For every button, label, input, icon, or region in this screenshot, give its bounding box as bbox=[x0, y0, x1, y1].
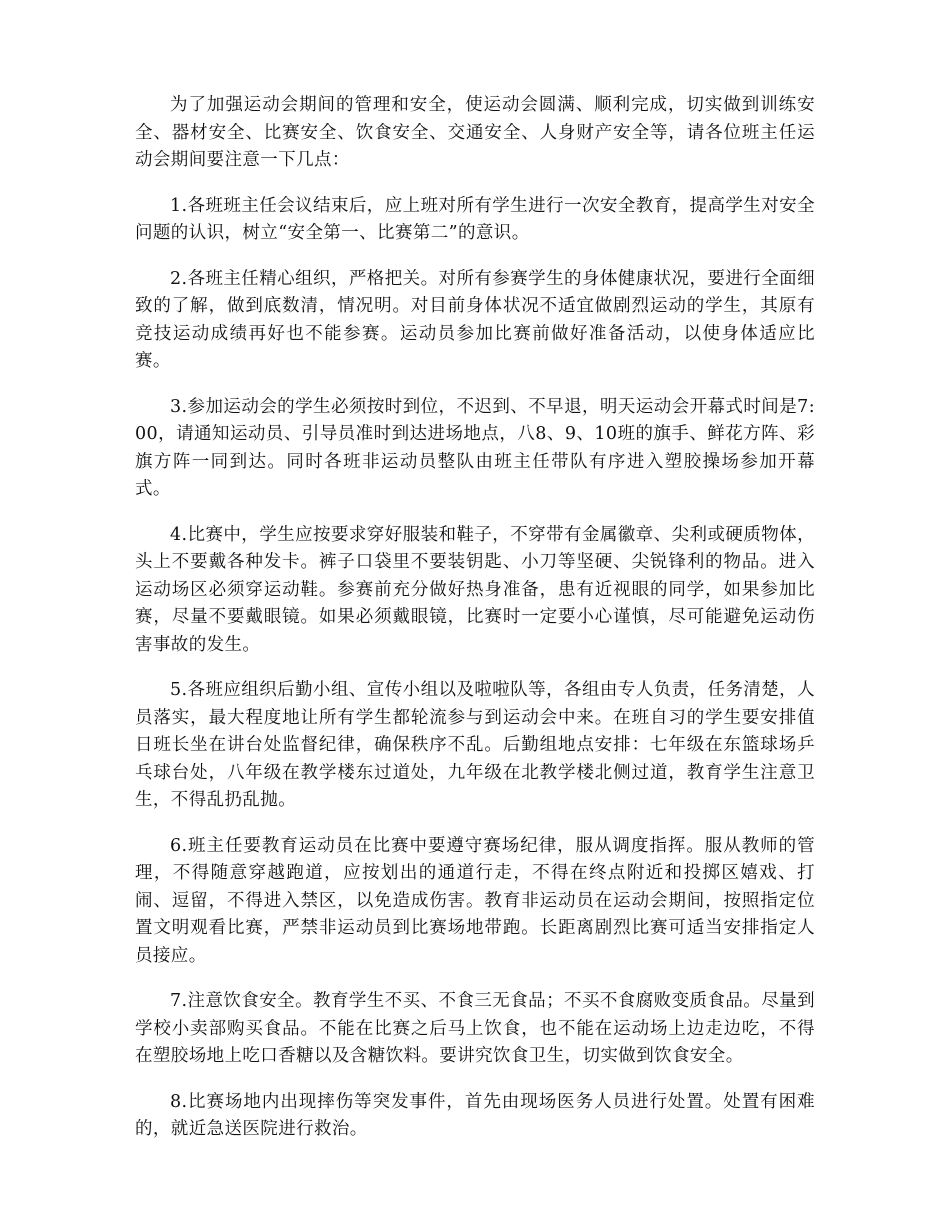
item-5-paragraph: 5.各班应组织后勤小组、宣传小组以及啦啦队等，各组由专人负责，任务清楚，人员落实，最大程度地让所有学生都轮流参与到运动会中来。在班自习的学生要安排值日班长坐在讲台处监督纪律，确保秩序不乱。后勤组地点安排：七年级在东篮球场乒乓球台处，八年级在教学楼东过道处，九年级在北教学楼北侧过道，教育学生注意卫生，不得乱扔乱抛。 bbox=[135, 680, 815, 810]
item-7-paragraph: 7.注意饮食安全。教育学生不买、不食三无食品；不买不食腐败变质食品。尽量到学校小卖部购买食品。不能在比赛之后马上饮食，也不能在运动场上边走边吃，不得在塑胶场地上吃口香糖以及含糖饮料。要讲究饮食卫生，切实做到饮食安全。 bbox=[135, 991, 815, 1066]
item-8-paragraph: 8.比赛场地内出现摔伤等突发事件，首先由现场医务人员进行处置。处置有困难的，就近急送医院进行救治。 bbox=[135, 1091, 815, 1139]
item-3-paragraph: 3.参加运动会的学生必须按时到位，不迟到、不早退，明天运动会开幕式时间是7:00，请通知运动员、引导员准时到达进场地点，八8、9、10班的旗手、鲜花方阵、彩旗方阵一同到达。同时各班非运动员整队由班主任带队有序进入塑胶操场参加开幕式。 bbox=[135, 396, 815, 499]
item-2-paragraph: 2.各班主任精心组织，严格把关。对所有参赛学生的身体健康状况，要进行全面细致的了解，做到底数清，情况明。对目前身体状况不适宜做剧烈运动的学生，其原有竞技运动成绩再好也不能参赛。运动员参加比赛前做好准备活动，以使身体适应比赛。 bbox=[135, 268, 815, 371]
item-6-paragraph: 6.班主任要教育运动员在比赛中要遵守赛场纪律，服从调度指挥。服从教师的管理，不得随意穿越跑道，应按划出的通道行走，不得在终点附近和投掷区嬉戏、打闹、逗留，不得进入禁区，以免造成伤害。教育非运动员在运动会期间，按照指定位置文明观看比赛，严禁非运动员到比赛场地带跑。长距离剧烈比赛可适当安排指定人员接应。 bbox=[135, 835, 815, 966]
intro-paragraph: 为了加强运动会期间的管理和安全，使运动会圆满、顺利完成，切实做到训练安全、器材安全、比赛安全、饮食安全、交通安全、人身财产安全等，请各位班主任运动会期间要注意一下几点： bbox=[135, 95, 815, 170]
item-4-paragraph: 4.比赛中，学生应按要求穿好服装和鞋子，不穿带有金属徽章、尖利或硬质物体，头上不要戴各种发卡。裤子口袋里不要装钥匙、小刀等坚硬、尖锐锋利的物品。进入运动场区必须穿运动鞋。参赛前充分做好热身准备，患有近视眼的同学，如果参加比赛，尽量不要戴眼镜。如果必须戴眼镜，比赛时一定要小心谨慎，尽可能避免运动伤害事故的发生。 bbox=[135, 524, 815, 655]
item-1-paragraph: 1.各班班主任会议结束后，应上班对所有学生进行一次安全教育，提高学生对安全问题的认识，树立“安全第一、比赛第二”的意识。 bbox=[135, 195, 815, 243]
